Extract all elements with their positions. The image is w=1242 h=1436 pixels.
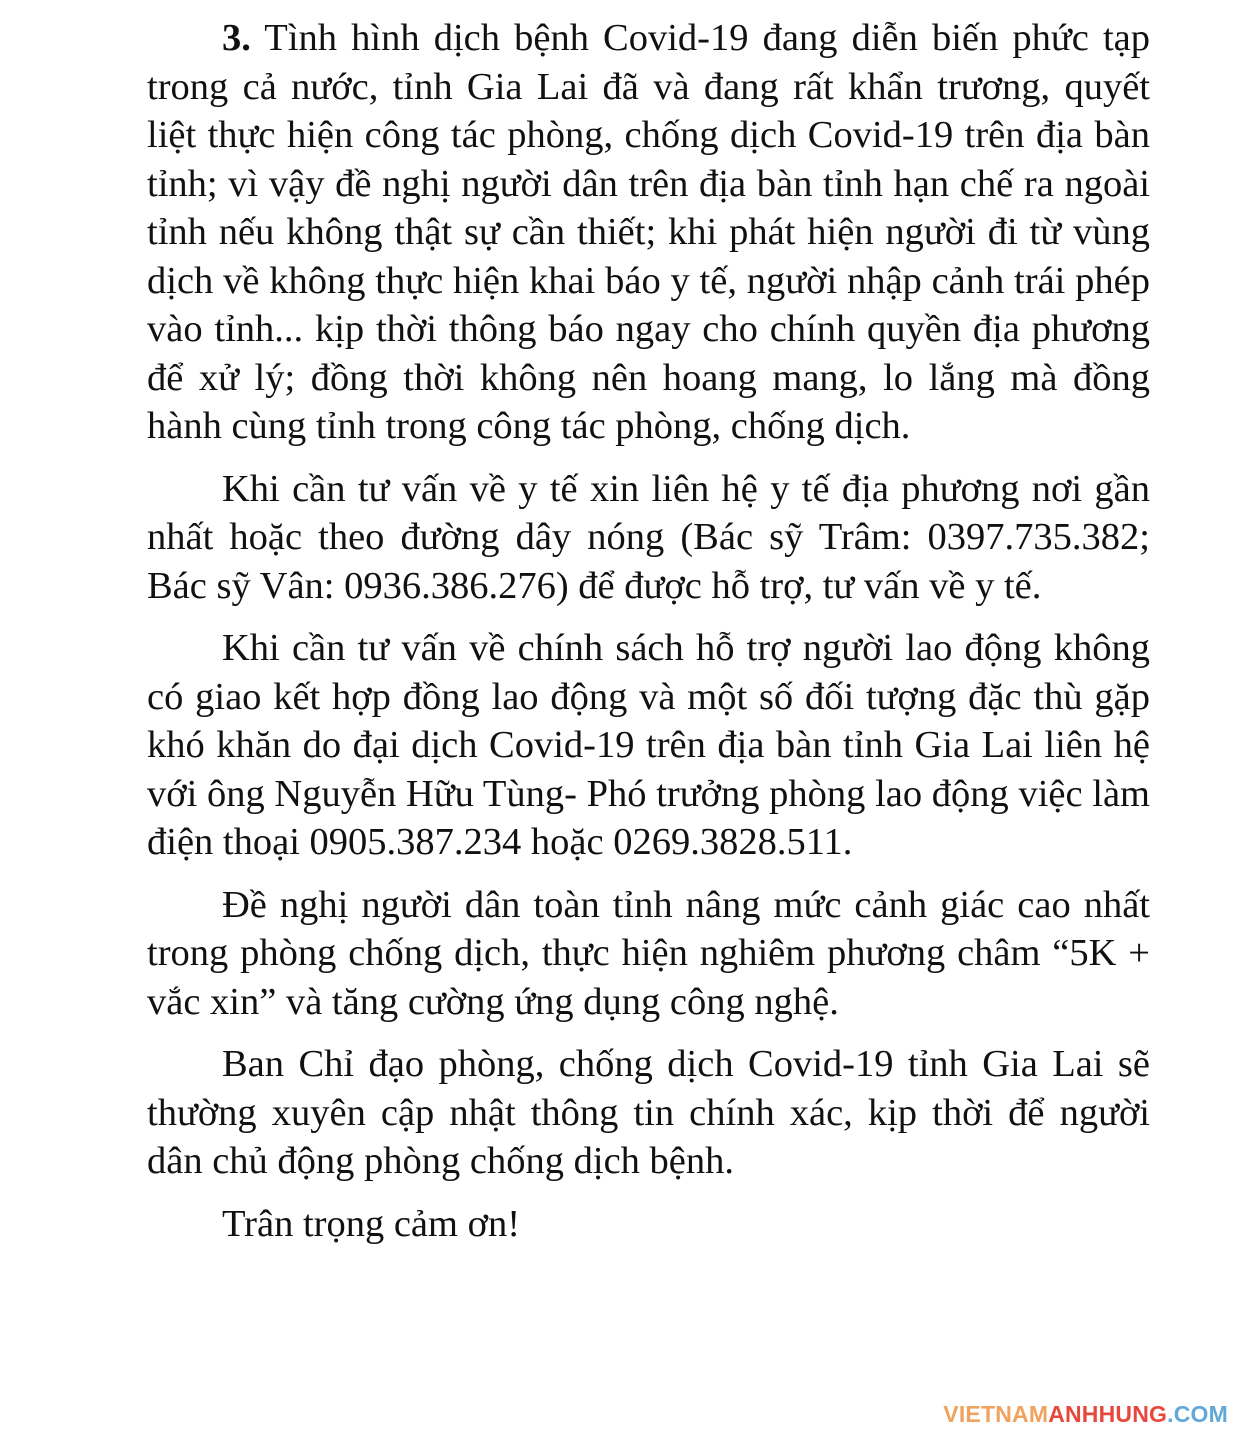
paragraph-number: 3. xyxy=(222,17,251,59)
document-body xyxy=(147,14,1150,1248)
watermark-part-1: VIETNAM xyxy=(943,1401,1049,1427)
site-watermark xyxy=(943,1401,1228,1428)
watermark-part-2: ANHHUNG xyxy=(1048,1401,1168,1427)
closing-line: Trân trọng cảm ơn! xyxy=(222,1202,521,1245)
paragraph-steering-committee: Ban Chỉ đạo phòng, chống dịch Covid-19 tỉnh Gia Lai sẽ thường xuyên cập nhật thông tin chính xác, kịp thời để người dân chủ động phòng chống dịch bệnh. xyxy=(147,1043,1150,1182)
paragraph-vigilance: Đề nghị người dân toàn tỉnh nâng mức cảnh giác cao nhất trong phòng chống dịch, thực hiện nghiêm phương châm “5K + vắc xin” và tăng cường ứng dụng công nghệ. xyxy=(147,883,1150,1023)
paragraph-situation xyxy=(147,14,1150,451)
watermark-part-3: .COM xyxy=(1167,1401,1228,1427)
paragraph-situation-text: Tình hình dịch bệnh Covid-19 đang diễn biến phức tạp trong cả nước, tỉnh Gia Lai đã và đang rất khẩn trương, quyết liệt thực hiện công tác phòng, chống dịch Covid-19 trên địa bàn tỉnh; vì vậy đề nghị người dân trên địa bàn tỉnh hạn chế ra ngoài tỉnh nếu không thật sự cần thiết; khi phát hiện người đi từ vùng dịch về không thực hiện khai báo y tế, người nhập cảnh trái phép vào tỉnh... kịp thời thông báo ngay cho chính quyền địa phương để xử lý; đồng thời không nên hoang mang, lo lắng mà đồng hành cùng tỉnh trong công tác phòng, chống dịch. xyxy=(147,17,1150,447)
paragraph-labor-support: Khi cần tư vấn về chính sách hỗ trợ người lao động không có giao kết hợp đồng lao động và một số đối tượng đặc thù gặp khó khăn do đại dịch Covid-19 trên địa bàn tỉnh Gia Lai liên hệ với ông Nguyễn Hữu Tùng- Phó trưởng phòng lao động việc làm điện thoại 0905.387.234 hoặc 0269.3828.511. xyxy=(147,627,1150,863)
paragraph-medical-hotline: Khi cần tư vấn về y tế xin liên hệ y tế địa phương nơi gần nhất hoặc theo đường dây nóng (Bác sỹ Trâm: 0397.735.382; Bác sỹ Vân: 0936.386.276) để được hỗ trợ, tư vấn về y tế. xyxy=(147,467,1150,607)
